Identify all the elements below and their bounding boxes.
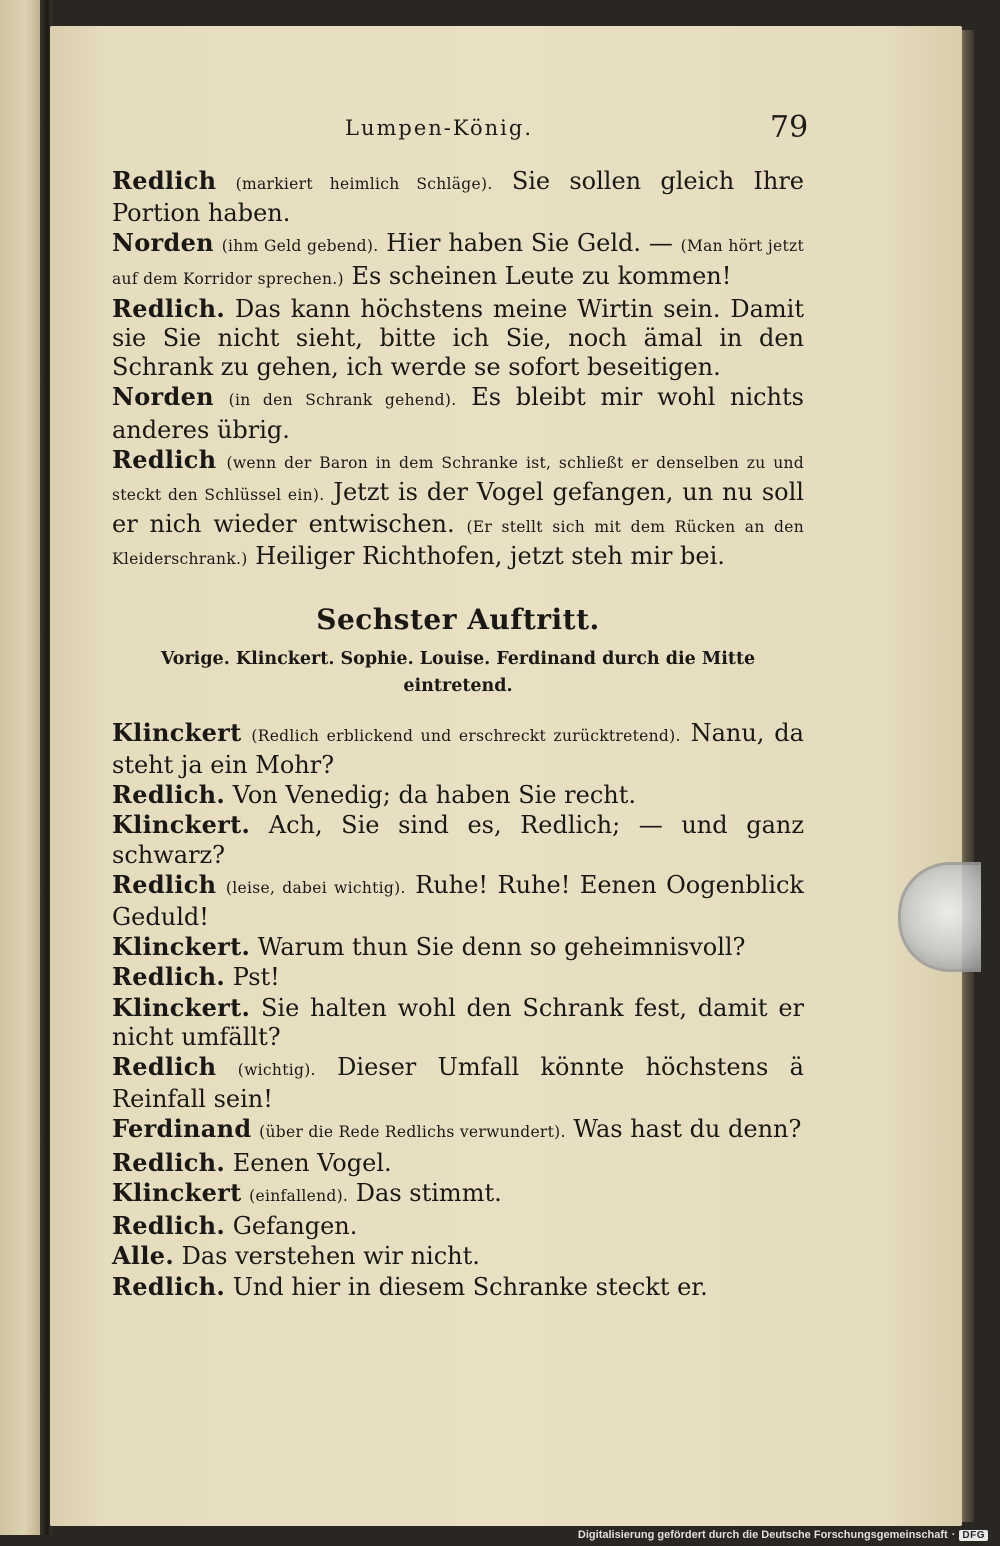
speech-paragraph	[112, 962, 804, 992]
speech-text: Sie sollen gleich Ihre Portion haben.	[112, 167, 805, 228]
speech-text: Gefangen.	[232, 1212, 358, 1241]
speaker-name: Redlich	[112, 869, 217, 899]
speaker-name: Klinckert	[112, 1177, 242, 1207]
speech-paragraph	[112, 1052, 804, 1114]
speaker-name: Redlich.	[112, 1271, 226, 1301]
credit-text: Digitalisierung gefördert durch die Deutsche Forschungsgemeinschaft	[577, 1529, 948, 1541]
stage-direction: (in den Schrank gehend).	[228, 391, 457, 410]
speaker-name: Redlich	[112, 444, 217, 474]
speech-paragraph	[112, 166, 804, 228]
stage-direction: (einfallend).	[249, 1186, 349, 1205]
speech-text: Nanu, da steht ja ein Mohr?	[112, 718, 804, 780]
speech-text: Das verstehen wir nicht.	[181, 1242, 480, 1271]
speaker-name: Redlich.	[112, 962, 226, 992]
speaker-name: Redlich.	[112, 293, 226, 323]
speaker-name: Ferdinand	[112, 1114, 252, 1144]
speech-text: Pst!	[232, 963, 280, 992]
stage-direction: (über die Rede Redlichs verwundert).	[259, 1123, 566, 1142]
speech-text: Ach, Sie sind es, Redlich; — und ganz schwarz?	[112, 811, 804, 869]
speech-text: Von Venedig; da haben Sie recht.	[232, 781, 636, 810]
speech-paragraph	[112, 1114, 804, 1147]
speech-text: Heiliger Richthofen, jetzt steh mir bei.	[255, 542, 725, 571]
page-text	[112, 166, 804, 1302]
stage-direction: (wichtig).	[237, 1061, 316, 1080]
stage-direction: (Redlich erblickend und erschreckt zurücktretend).	[251, 726, 681, 745]
speech-text: Sie halten wohl den Schrank fest, damit er nicht umfällt?	[112, 993, 804, 1051]
speech-text: Das stimmt.	[355, 1178, 502, 1207]
speaker-name: Redlich.	[112, 1211, 226, 1241]
speaker-name: Klinckert.	[112, 992, 251, 1022]
speaker-name: Redlich.	[112, 1147, 226, 1177]
running-head: Lumpen-König.	[345, 116, 534, 140]
speech-paragraph	[112, 1178, 804, 1211]
speech-text: Es scheinen Leute zu kommen!	[351, 261, 732, 290]
speaker-name: Klinckert	[112, 717, 242, 747]
speaker-name: Klinckert.	[112, 932, 251, 962]
stage-direction: (markiert heimlich Schläge).	[235, 175, 493, 193]
speech-paragraph	[112, 228, 804, 293]
speech-paragraph	[112, 1241, 804, 1271]
speaker-name: Redlich	[112, 166, 217, 195]
speech-paragraph	[112, 870, 804, 932]
page-number: 79	[770, 110, 809, 145]
speaker-name: Alle.	[112, 1241, 174, 1271]
speaker-name: Norden	[112, 382, 214, 412]
speech-text: Es bleibt mir wohl nichts anderes übrig.	[112, 383, 804, 444]
speech-paragraph	[112, 382, 804, 444]
previous-page-edge	[0, 0, 42, 1535]
speech-paragraph	[112, 932, 804, 962]
speech-text: Eenen Vogel.	[232, 1148, 392, 1177]
speech-text: Hier haben Sie Geld. —	[386, 229, 673, 258]
speech-paragraph	[112, 1272, 804, 1302]
speech-paragraph	[112, 780, 804, 810]
stage-direction: (Man hört jetzt auf dem Korridor sprechen.)	[112, 237, 804, 288]
speech-paragraph	[112, 294, 804, 383]
speech-paragraph	[112, 1211, 804, 1241]
speaker-name: Norden	[112, 228, 214, 258]
stage-direction: (leise, dabei wichtig).	[225, 878, 406, 897]
stage-direction: (Er stellt sich mit dem Rücken an den Kleiderschrank.)	[112, 518, 804, 569]
scene-heading: Sechster Auftritt.	[316, 602, 600, 636]
speaker-name: Redlich.	[112, 780, 226, 810]
speech-text: Das kann höchstens meine Wirtin sein. Damit sie Sie nicht sieht, bitte ich Sie, noch ämal in den Schrank zu gehen, ich werde se sofort beseitigen.	[112, 294, 804, 382]
speech-paragraph	[112, 445, 804, 575]
speech-text: Ruhe! Ruhe! Eenen Oogenblick Geduld!	[112, 870, 804, 932]
stage-direction: (ihm Geld gebend).	[221, 237, 379, 256]
speech-text: Und hier in diesem Schranke steckt er.	[232, 1272, 708, 1301]
stage-direction: (wenn der Baron in dem Schranke ist, schließt er denselben zu und steckt den Schlüssel ein).	[112, 453, 804, 505]
speech-paragraph	[112, 1148, 804, 1178]
digitization-credit	[578, 1529, 988, 1541]
speech-paragraph	[112, 718, 804, 780]
speech-text: Warum thun Sie denn so geheimnisvoll?	[257, 933, 746, 962]
speaker-name: Redlich	[112, 1052, 217, 1082]
speech-paragraph	[112, 810, 804, 869]
speech-text: Dieser Umfall könnte höchstens ä Reinfall sein!	[112, 1053, 804, 1114]
scene-characters: Vorige. Klinckert. Sophie. Louise. Ferdinand durch die Mitte eintretend.	[160, 648, 756, 696]
dfg-logo: DFG	[959, 1530, 988, 1541]
speech-text: Jetzt is der Vogel gefangen, un nu soll er nich wieder entwischen.	[112, 478, 804, 539]
speaker-name: Klinckert.	[112, 810, 251, 840]
separator: ·	[951, 1529, 956, 1541]
speech-text: Was hast du denn?	[573, 1115, 802, 1144]
speech-paragraph	[112, 993, 804, 1052]
